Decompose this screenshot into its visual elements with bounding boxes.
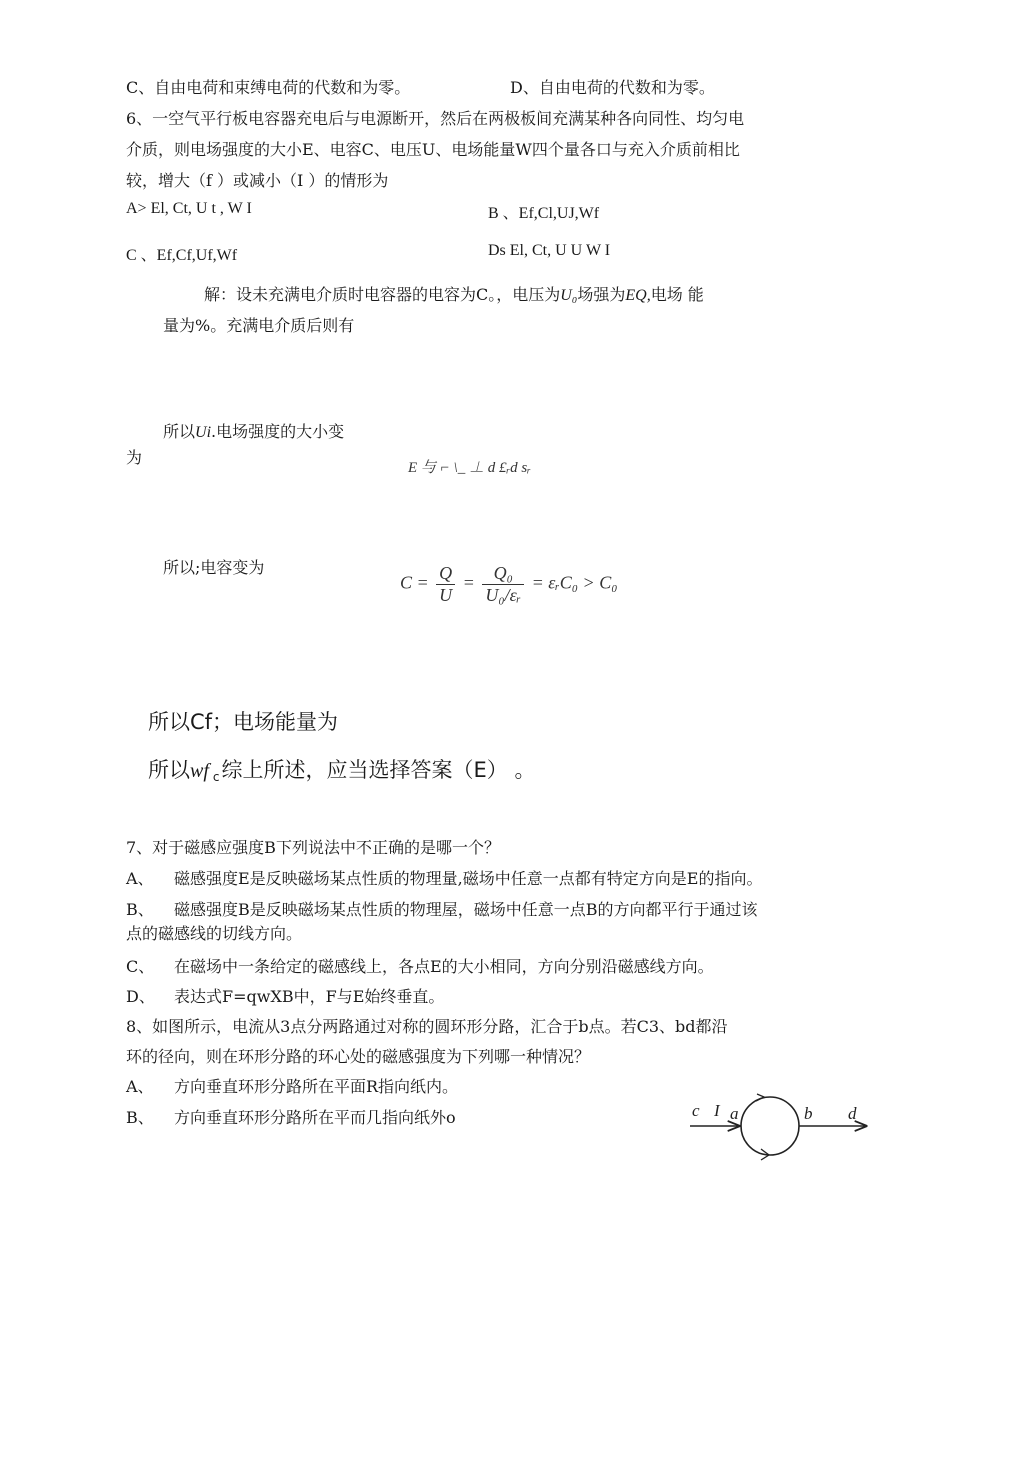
solution-text: 解：设未充满电介质时电容器的电容为C。，电压为 (204, 285, 561, 304)
q6-stem-line2: 介质，则电场强度的大小E、电容C、电压U、电场能量W四个量各口与充入介质前相比 (126, 140, 740, 159)
ring-circuit-figure (686, 1092, 876, 1172)
q7-option-a (126, 867, 762, 891)
q5-option-d: D、自由电荷的代数和为零。 (510, 78, 715, 97)
option-label: B、 (126, 1108, 154, 1127)
conclusion-text: 所以 (148, 758, 190, 782)
q7-option-b (126, 898, 758, 922)
q6-option-a: A> El, Ct, U t , W I (126, 200, 252, 217)
conclusion-text: 综上所述，应当选择答案（E） 。 (221, 758, 536, 782)
option-label: B、 (126, 900, 154, 919)
option-text: 在磁场中一条给定的磁感线上，各点E的大小相同，方向分别沿磁感线方向。 (174, 957, 714, 976)
conclusion-line (148, 754, 535, 784)
formula-eq: = (416, 572, 429, 593)
q8-option-a (126, 1075, 458, 1099)
symbol-subscript: c (212, 770, 220, 784)
q8-option-b (126, 1106, 456, 1130)
formula-eq: = (462, 572, 475, 593)
upper-branch-arrow (756, 1094, 764, 1101)
solution-line4: 为 (126, 448, 143, 467)
option-text: 表达式F=qwXB中，F与E始终垂直。 (174, 987, 445, 1006)
fraction-numerator: Q (436, 563, 455, 585)
q6-stem-line3: 较，增大（f ）或减小（I ）的情形为 (126, 171, 389, 190)
figure-label-b: b (804, 1104, 813, 1123)
symbol-ui: Ui (195, 424, 212, 441)
capacitance-formula (400, 563, 617, 606)
energy-line: 所以Cf；电场能量为 (148, 710, 339, 734)
q7-option-b-cont: 点的磁感线的切线方向。 (126, 924, 303, 943)
symbol-w: wf (190, 760, 209, 782)
q6-stem-line1: 6、一空气平行板电容器充电后与电源断开，然后在两极板间充满某种各向同性、均匀电 (126, 109, 745, 128)
q6-option-b: B 、Ef,Cl,UJ,Wf (488, 205, 600, 222)
solution-text: 电场 能 (650, 285, 704, 304)
fraction-numerator: Q₀ (482, 563, 524, 585)
option-label: D、 (126, 987, 155, 1006)
fraction-denominator: U (439, 585, 453, 605)
option-label: A、 (126, 869, 154, 888)
option-label: C、 (126, 957, 155, 976)
q7-option-c (126, 955, 714, 979)
q6-option-d: Ds El, Ct, U U W I (488, 242, 611, 259)
option-text: 磁感强度B是反映磁场某点性质的物理屋，磁场中任意一点B的方向都平行于通过该 (174, 900, 758, 919)
formula-rhs: = εᵣC₀ > C₀ (531, 572, 618, 593)
fraction-denominator: U₀/εᵣ (485, 585, 522, 605)
solution-text: 场强为 (577, 285, 626, 304)
fraction-q-over-u (436, 563, 455, 606)
figure-label-d: d (848, 1104, 857, 1123)
q6-option-c: C 、Ef,Cf,Uf,Wf (126, 247, 238, 264)
q8-stem-line2: 环的径向，则在环形分路的环心处的磁感强度为下列哪一种情况？ (126, 1047, 591, 1066)
formula-lhs: C (400, 572, 413, 593)
symbol-u0: U₀ (560, 287, 578, 304)
solution-line2: 量为%。充满电介质后则有 (163, 316, 355, 335)
solution-text: 所以 (163, 422, 196, 441)
symbol-e0: EQ, (625, 287, 651, 304)
option-label: A、 (126, 1077, 154, 1096)
figure-label-current: I (714, 1101, 720, 1120)
solution-line3 (163, 420, 344, 445)
option-text: 方向垂直环形分路所在平面R指向纸内。 (174, 1077, 459, 1096)
capacitance-intro: 所以;电容变为 (163, 558, 265, 577)
q7-option-d (126, 985, 444, 1009)
figure-label-a: a (730, 1104, 739, 1123)
fraction-q0-over-u0 (482, 563, 524, 606)
q7-stem: 7、对于磁感应强度B下列说法中不正确的是哪一个？ (126, 838, 500, 857)
solution-line1 (204, 283, 704, 308)
ring-circle (741, 1097, 799, 1155)
q5-option-c: C、自由电荷和束缚电荷的代数和为零。 (126, 78, 411, 97)
electric-field-formula: E 与 ⌐ \_ ⊥ d £ᵣd sᵣ (408, 460, 531, 476)
q8-stem-line1: 8、如图所示，电流从3点分两路通过对称的圆环形分路，汇合于b点。若C3、bd都沿 (126, 1017, 728, 1036)
figure-label-c: c (692, 1101, 700, 1120)
option-text: 方向垂直环形分路所在平而几指向纸外o (174, 1108, 456, 1127)
option-text: 磁感强度E是反映磁场某点性质的物理量,磁场中任意一点都有特定方向是E的指向。 (174, 869, 763, 888)
solution-text: .电场强度的大小变 (211, 422, 345, 441)
